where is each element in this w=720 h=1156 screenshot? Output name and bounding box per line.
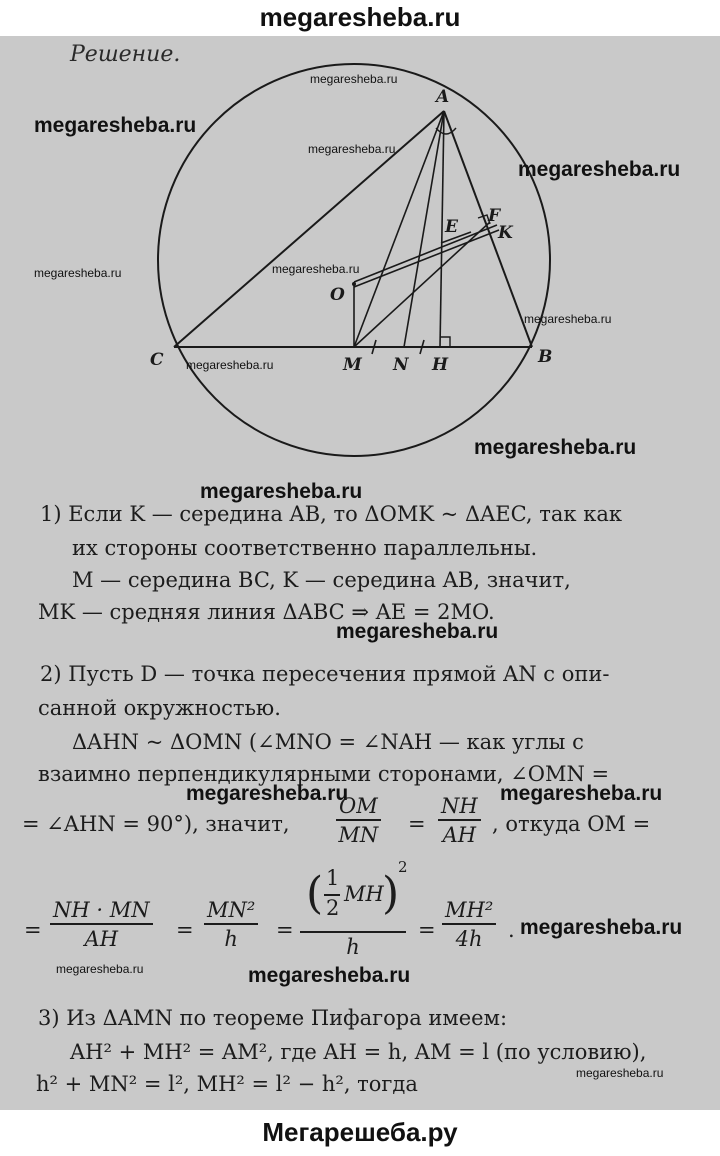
fraction-denominator: h: [346, 935, 360, 959]
watermark: megaresheba.ru: [56, 962, 144, 976]
step3-line2: AH² + MH² = AM², где AH = h, AM = l (по условию),: [70, 1040, 647, 1064]
fraction-numerator: MN²: [204, 898, 258, 925]
mh-term: MH: [344, 882, 384, 906]
fraction-nh-ah: [438, 794, 481, 847]
fraction-numerator: OM: [336, 794, 381, 821]
label-c: C: [150, 350, 164, 370]
formula-fraction-3: [300, 858, 408, 959]
geometry-diagram: [0, 36, 720, 476]
paren-right: ): [382, 868, 400, 919]
site-watermark-bottom: Мегарешеба.ру: [262, 1117, 458, 1147]
watermark: megaresheba.ru: [308, 142, 396, 156]
formula-fraction-4: [442, 898, 496, 951]
fraction-numerator: [300, 858, 408, 933]
label-n: N: [393, 355, 409, 375]
step2-line5-start: = ∠AHN = 90°), значит,: [22, 812, 290, 836]
label-f: F: [488, 206, 501, 226]
step1-line1: 1) Если K — середина AB, то ΔOMK ~ ΔAEC, так как: [40, 502, 622, 526]
square-exponent: 2: [398, 858, 408, 876]
step2-line5-end: , откуда OM =: [492, 812, 651, 836]
watermark: megaresheba.ru: [34, 114, 197, 137]
step2-line2: санной окружностью.: [38, 696, 281, 720]
watermark: megaresheba.ru: [272, 262, 360, 276]
formula-equals-3: =: [418, 918, 436, 942]
step2-line1: 2) Пусть D — точка пересечения прямой AN с опи-: [40, 662, 610, 686]
half-numerator: 1: [326, 866, 340, 890]
site-watermark-top: megaresheba.ru: [259, 2, 461, 32]
altitude-ah: [440, 111, 444, 347]
formula-fraction-1: [50, 898, 153, 951]
step1-line2: их стороны соответственно параллельны.: [72, 536, 538, 560]
formula-fraction-2: [204, 898, 258, 951]
half-denominator: 2: [326, 896, 340, 920]
fraction-denominator: 4h: [455, 927, 483, 951]
formula-dot: .: [508, 918, 515, 942]
watermark: megaresheba.ru: [186, 782, 349, 805]
step3-line3: h² + MN² = l², MH² = l² − h², тогда: [36, 1072, 418, 1096]
solution-heading: Решение.: [70, 42, 181, 67]
watermark: megaresheba.ru: [34, 266, 122, 280]
label-k: K: [498, 223, 513, 243]
step1-line3: M — середина BC, K — середина AB, значит,: [72, 568, 571, 592]
watermark: megaresheba.ru: [524, 312, 612, 326]
watermark: megaresheba.ru: [310, 72, 398, 86]
fraction-denominator: MN: [338, 823, 379, 847]
watermark: megaresheba.ru: [200, 480, 363, 503]
fraction-numerator: NH · MN: [50, 898, 153, 925]
label-o: O: [330, 285, 345, 305]
label-m: M: [343, 355, 362, 375]
label-e: E: [445, 217, 458, 237]
watermark: megaresheba.ru: [248, 964, 411, 987]
step2-line4: взаимно перпендикулярными сторонами, ∠OMN =: [38, 762, 610, 786]
fraction-denominator: AH: [84, 927, 119, 951]
fraction-denominator: h: [224, 927, 238, 951]
formula-lead-equals: =: [24, 918, 42, 942]
label-b: B: [538, 347, 553, 367]
watermark: megaresheba.ru: [500, 782, 663, 805]
label-a: A: [436, 87, 450, 107]
right-angle-h: [440, 337, 450, 347]
label-h: H: [432, 355, 449, 375]
watermark: megaresheba.ru: [520, 916, 683, 939]
fraction-denominator: AH: [442, 823, 477, 847]
line-an: [404, 111, 444, 347]
watermark: megaresheba.ru: [336, 620, 499, 643]
step3-line1: 3) Из ΔAMN по теореме Пифагора имеем:: [38, 1006, 508, 1030]
fraction-numerator: NH: [438, 794, 481, 821]
step2-line3: ΔAHN ~ ΔOMN (∠MNO = ∠NAH — как углы с: [72, 730, 584, 754]
watermark: megaresheba.ru: [576, 1066, 664, 1080]
watermark: megaresheba.ru: [518, 158, 681, 181]
fraction-om-mn: [336, 794, 381, 847]
watermark: megaresheba.ru: [474, 436, 637, 459]
formula-equals-1: =: [176, 918, 194, 942]
step1-line4: MK — средняя линия ΔABC ⇒ AE = 2MO.: [38, 600, 495, 624]
circumscribed-circle: [158, 64, 553, 456]
watermark: megaresheba.ru: [186, 358, 274, 372]
point-dot-o: [352, 282, 356, 286]
segment-ok-1: [354, 225, 497, 282]
formula-equals-2: =: [276, 918, 294, 942]
paren-left: (: [306, 868, 324, 919]
fraction-numerator: MH²: [442, 898, 496, 925]
segment-ok-2: [354, 230, 499, 287]
equals-sign: =: [408, 812, 426, 836]
